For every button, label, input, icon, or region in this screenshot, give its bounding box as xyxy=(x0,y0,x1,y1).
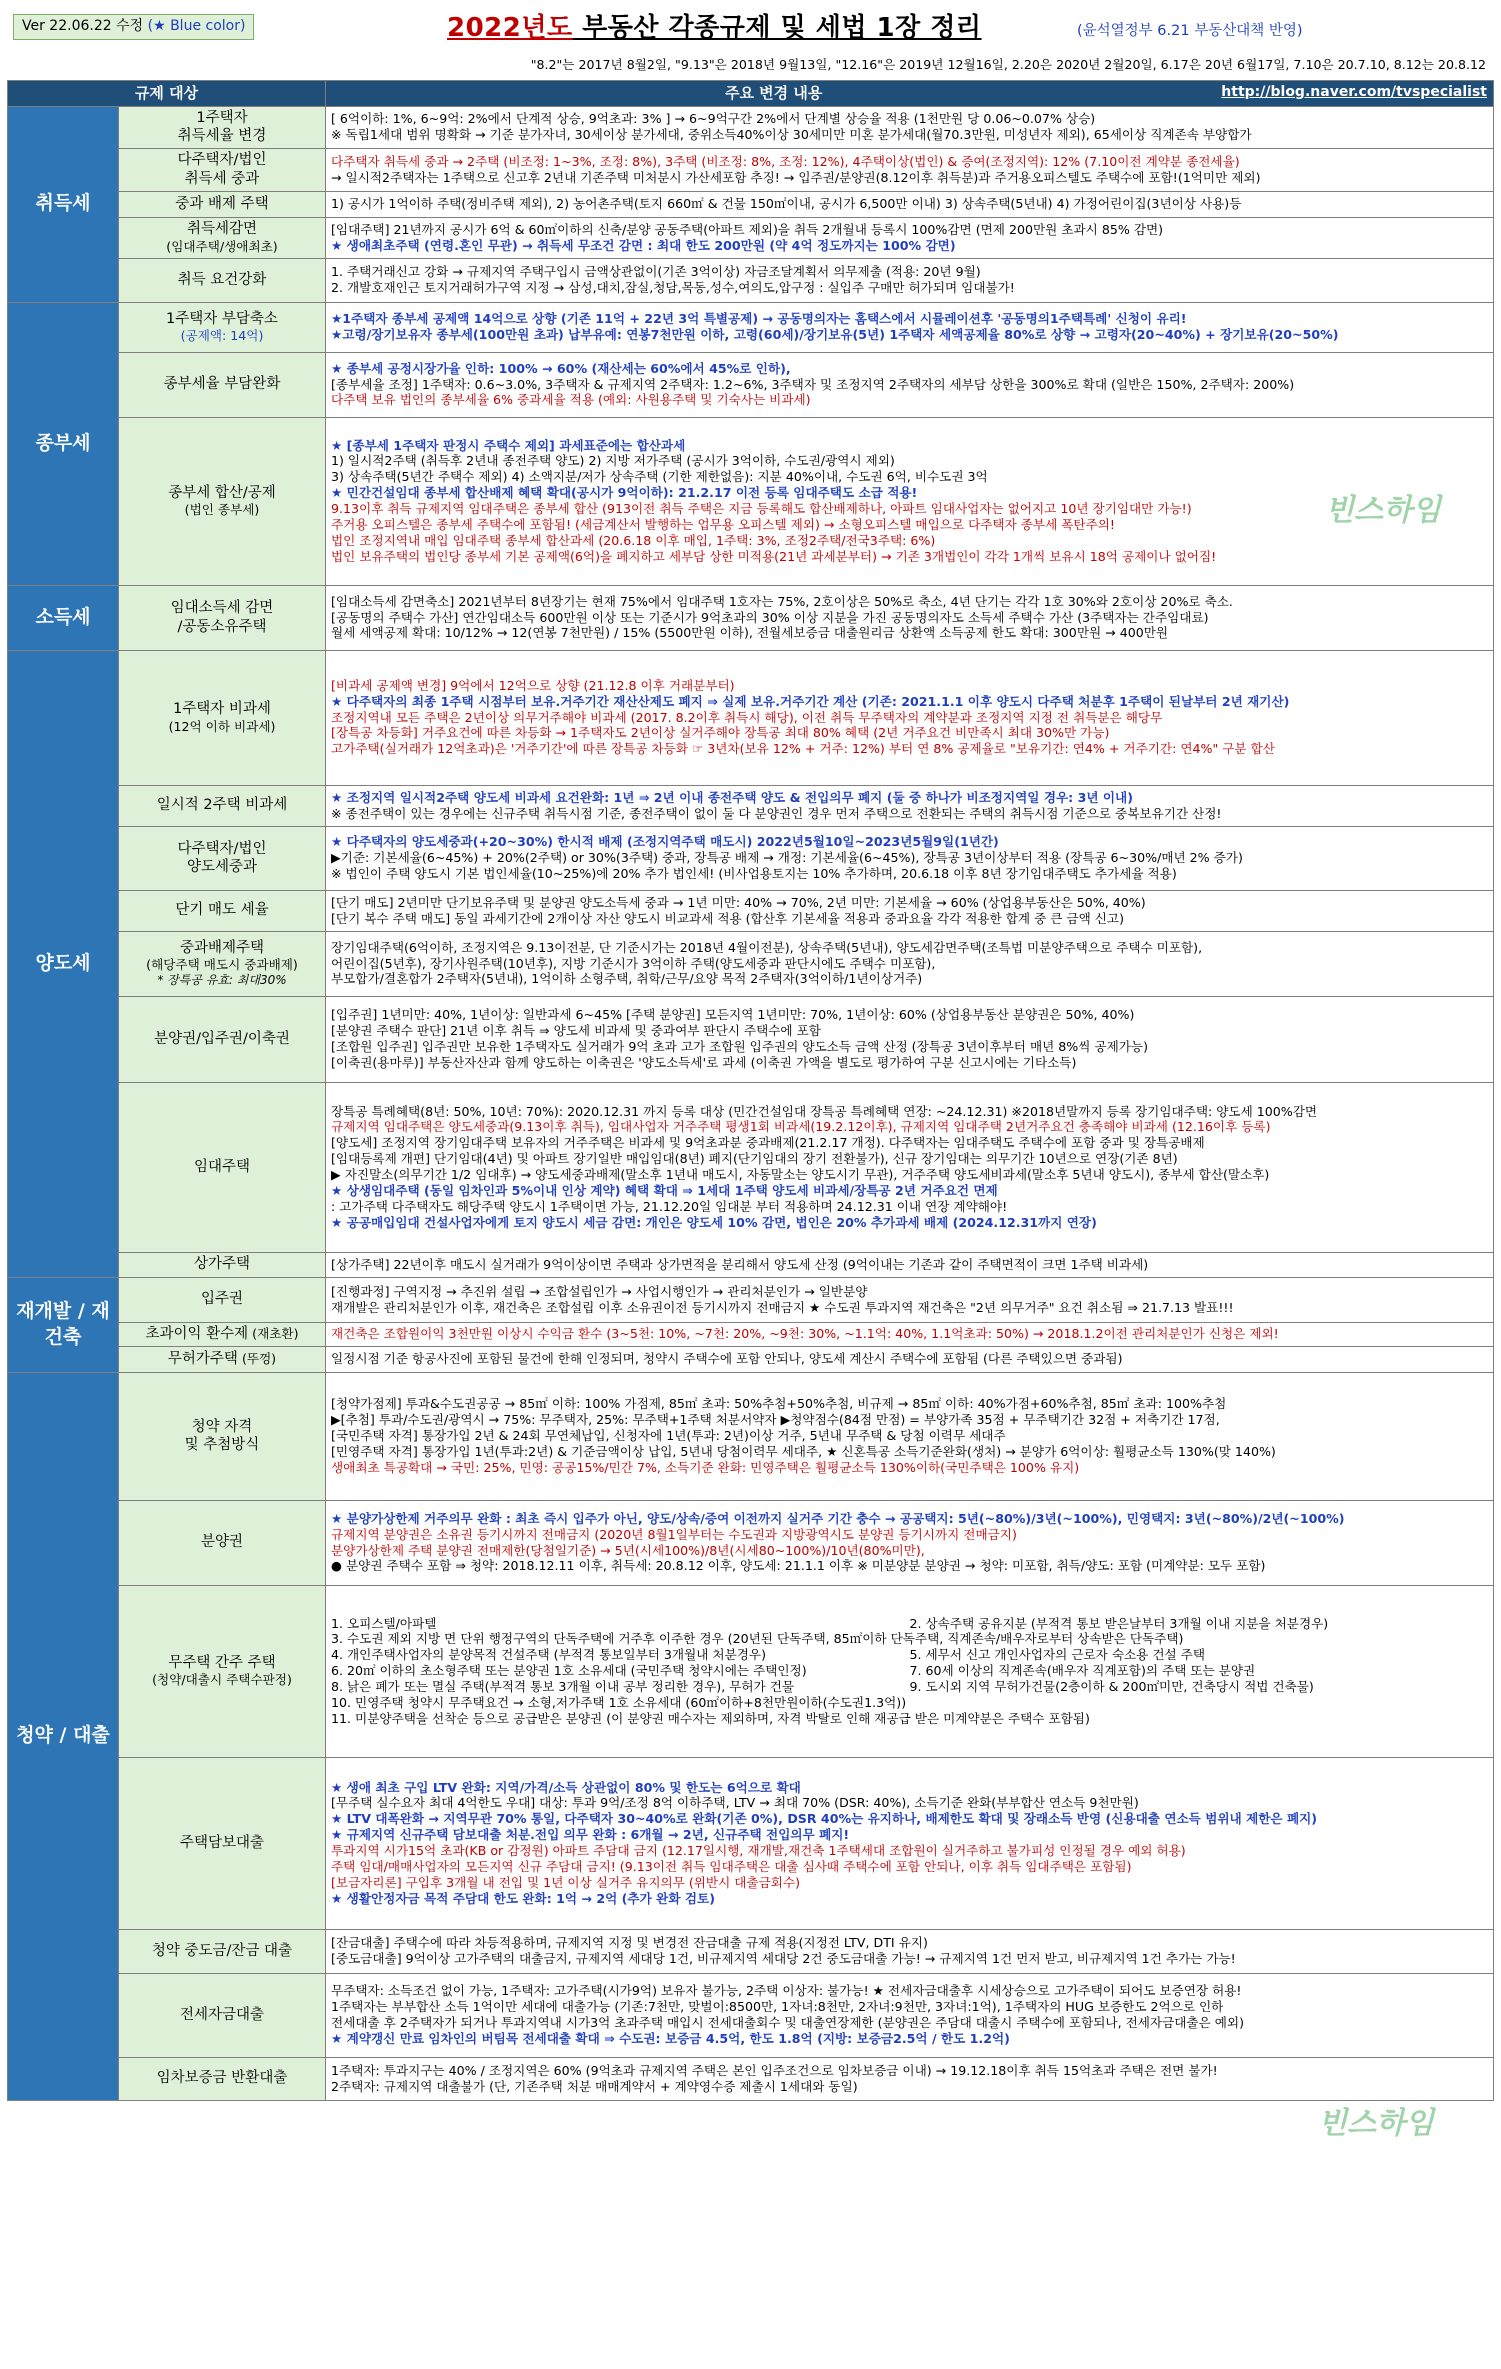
content-line: 분양가상한제 주택 분양권 전매제한(당첨일기준) → 5년(시세100%)/8년(시세80~100%)/10년(80%미만), xyxy=(331,1542,925,1558)
content-item: 11. 미분양주택을 선착순 등으로 공급받은 분양권 (이 분양권 매수자는 제외하며, 자격 박탈로 인해 재공급 받은 미계약분은 주택수 포함됨) xyxy=(331,1710,1090,1726)
content-line: ★ 분양가상한제 거주의무 완화 : 최초 즉시 입주가 아닌, 양도/상속/증여 이전까지 실거주 기간 충수 → 공공택지: 5년(~80%)/3년(~100%), 민영택지: 3년(~80%)/2년(~100%) xyxy=(331,1510,1345,1526)
content-cell xyxy=(326,1372,1494,1500)
subject-title-text: 무주택 간주 주택 xyxy=(168,1654,276,1671)
content-line: ★ 생애 최초 구입 LTV 완화: 지역/가격/소득 상관없이 80% 및 한도는 6억으로 확대 xyxy=(331,1779,801,1795)
content-line: 재건축은 조합원이익 3천만원 이상시 수익금 환수 (3~5천: 10%, ~7천: 20%, ~9천: 30%, ~1.1억: 40%, 1.1억초과: 50%) → 2018.1.2이전 관리처분인가 신청은 제외! xyxy=(331,1326,1279,1342)
table-body xyxy=(8,107,1494,2101)
subject-title xyxy=(122,1290,322,1308)
content-line: ★ 규제지역 신규주택 담보대출 처분.전입 의무 완화 : 6개월 → 2년, 신규주택 전입의무 폐지! xyxy=(331,1827,850,1843)
content-line: ▶[추첨] 투과/수도권/광역시 → 75%: 무주택자, 25%: 무주택+1주택 처분서약자 ▶청약점수(84점 만점) = 부양가족 35점 + 무주택기간 32점 + 저축기간 17점, xyxy=(331,1412,1220,1428)
header-content-label: 주요 변경 내용 xyxy=(724,84,823,103)
content-line: ★ 다주택자의 최종 1주택 시점부터 보유.거주기간 재산산제도 폐지 ⇒ 실제 보유.거주기간 계산 (기존: 2021.1.1 이후 양도시 다주택 처분후 1주택이 된날부터 2년 재기산) xyxy=(331,693,1290,709)
content-line: 1) 일시적2주택 (취득후 2년내 종전주택 양도) 2) 지방 저가주택 (공시가 3억이하, 수도권/광역시 제외) xyxy=(331,453,895,469)
content-line: 부모합가/결혼합가 2주택자(5년내), 1억이하 소형주택, 취학/근무/요양 목적 2주택자(3억이하/1년이상거주) xyxy=(331,971,923,987)
subject-title-text: 주택담보대출 xyxy=(179,1834,265,1851)
subject-cell xyxy=(119,1372,326,1500)
table-row xyxy=(8,1322,1494,1346)
content-line: 장기임대주택(6억이하, 조정지역은 9.13이전분, 단 기준시가는 2018년 4월이전분), 상속주택(5년내), 양도세감면주택(조특법 미분양주택으로 주택수 미포함), xyxy=(331,939,1203,955)
subject-title xyxy=(122,840,322,858)
content-line: 월세 세액공제 확대: 10/12% → 12(연봉 7천만원) / 15% (5500만원 이하), 전월세보증금 대출원리금 상환액 소득공제 한도 확대: 300만원 → 400만원 xyxy=(331,625,1169,641)
subject-title xyxy=(122,1030,322,1048)
subject-title xyxy=(122,1350,322,1368)
subject-title-text: 임대주택 xyxy=(193,1158,251,1175)
content-line: 1. 주택거래신고 강화 → 규제지역 주택구입시 금액상관없이(기존 3억이상) 자금조달계획서 의무제출 (적용: 20년 9월) xyxy=(331,264,981,280)
content-line: ★고령/장기보유자 종부세(100만원 초과) 납부유예: 연봉7천만원 이하, 고령(60세)/장기보유(5년) 1주택자 세액공제율 80%로 상향 → 고령자(20~40%) + 장기보유(20~50%) xyxy=(331,327,1339,343)
content-line: 무주택자: 소득조건 없이 가능, 1주택자: 고가주택(시가9억) 보유자 불가능, 2주택 이상자: 불가능! ★ 전세자금대출후 시세상승으로 고가주택이 되어도 보증연장 허용! xyxy=(331,1983,1242,1999)
subject-title xyxy=(122,2069,322,2087)
subject-cell xyxy=(119,1322,326,1346)
version-star-note: (★ Blue color) xyxy=(147,18,246,34)
content-line: 9.13이후 취득 규제지역 임대주택은 종부세 합산 (913이전 취득 주택은 지금 등록해도 합산배제하나, 아파트 임대사업자는 없어지고 10년 장기임대만 가능!) xyxy=(331,501,1192,517)
content-item: 4. 개인주택사업자의 분양목적 건설주택 (부적격 통보일부터 3개월내 처분경우) xyxy=(331,1647,767,1663)
content-line: 1) 공시가 1억이하 주택(정비주택 제외), 2) 농어촌주택(토지 660㎡ & 건물 150㎡이내, 공시가 6,500만 이내) 3) 상속주택(5년내) 4) 가정어린이집(3년이상 사용)등 xyxy=(331,196,1242,212)
content-cell xyxy=(326,650,1494,785)
content-cell xyxy=(326,1973,1494,2057)
subject-title xyxy=(122,310,322,328)
content-line: ※ 독립1세대 범위 명확화 → 기준 분가자녀, 30세이상 분가세대, 중위소득40%이상 30세미만 미혼 분가세대(월70.3만원, 미성년자 제외), 65세이상 직계존속 부양합가 xyxy=(331,127,1252,143)
content-line: ★ 상생임대주택 (동일 임차인과 5%이내 인상 계약) 혜택 확대 ⇒ 1세대 1주택 양도세 비과세/장특공 2년 거주요건 면제 xyxy=(331,1182,998,1198)
table-row xyxy=(8,1082,1494,1252)
subject-title xyxy=(122,220,322,238)
version-text: Ver 22.06.22 수정 xyxy=(22,18,144,34)
subject-title-text: 1주택자 xyxy=(196,110,248,126)
subject-title-text: 청약 자격 xyxy=(191,1418,253,1435)
content-line: [분양권 주택수 판단] 21년 이후 취득 ⇒ 양도세 비과세 및 중과여부 판단시 주택수에 포함 xyxy=(331,1023,821,1039)
subject-cell xyxy=(119,785,326,826)
content-line xyxy=(331,1631,1488,1647)
content-line: [이축권(용마루)] 부동산자산과 함께 양도하는 이축권은 '양도소득세'로 과세 (이축권 가액을 별도로 평가하여 구분 신고시에는 기타소득) xyxy=(331,1054,1077,1070)
content-cell xyxy=(326,258,1494,302)
content-item: 3. 수도권 제외 지방 면 단위 행정구역의 단독주택에 거주후 이주한 경우 (20년된 단독주택, 85㎡이하 단독주택, 직계존속/배우자로부터 상속받은 단독주택) xyxy=(331,1631,1184,1647)
subject-subtitle: (12억 이하 비과세) xyxy=(168,718,276,734)
content-cell xyxy=(326,996,1494,1082)
content-line: ★ 생활안정자금 목적 주담대 한도 완화: 1억 → 2억 (추가 완화 검토) xyxy=(331,1890,715,1906)
subject-title-text: 상가주택 xyxy=(193,1256,251,1273)
table-row xyxy=(8,585,1494,650)
content-cell xyxy=(326,302,1494,352)
subject-title xyxy=(122,375,322,393)
content-line: 다주택자 취득세 중과 → 2주택 (비조정: 1~3%, 조정: 8%), 3주택 (비조정: 8%, 조정: 12%), 4주택이상(법인) & 증여(조정지역): 12% (7.10이전 계약분 종전세율) xyxy=(331,153,1240,169)
content-cell xyxy=(326,352,1494,417)
content-line: : 고가주택 다주택자도 해당주택 양도시 1주택이면 가능, 21.12.20일 임대분 부터 적용하며 24.12.31 이내 연장 계약해야! xyxy=(331,1198,1008,1214)
page-title xyxy=(447,12,982,45)
content-cell xyxy=(326,1500,1494,1585)
content-cell xyxy=(326,1585,1494,1757)
subject-subtitle: 취득세율 변경 xyxy=(177,128,267,145)
table-row xyxy=(8,1757,1494,1929)
content-line: 다주택 보유 법인의 종부세율 6% 중과세율 적용 (예외: 사원용주택 및 기숙사는 비과세) xyxy=(331,392,811,408)
subject-title xyxy=(122,109,322,127)
subject-subtitle: /공동소유주택 xyxy=(177,618,267,635)
category-cell: 취득세 xyxy=(8,107,119,303)
subject-suffix: (재초환) xyxy=(248,1325,299,1341)
table-row xyxy=(8,302,1494,352)
content-line: [진행과정] 구역지정 → 추진위 설립 → 조합설립인가 → 사업시행인가 → 관리처분인가 → 일반분양 xyxy=(331,1283,868,1299)
subject-title-text: 입주권 xyxy=(200,1291,244,1308)
content-line xyxy=(331,1695,1488,1711)
subject-title-text: 종부세 합산/공제 xyxy=(168,484,276,501)
page-subtitle: (윤석열정부 6.21 부동산대책 반영) xyxy=(1077,23,1303,39)
content-line: ★ 다주택자의 양도세중과(+20~30%) 한시적 배제 (조정지역주택 매도시) 2022년5월10일~2023년5월9일(1년간) xyxy=(331,834,999,850)
content-line xyxy=(331,1679,1488,1695)
subject-title-text: 분양권 xyxy=(200,1534,244,1551)
content-line: [비과세 공제액 변경] 9억에서 12억으로 상향 (21.12.8 이후 거래분부터) xyxy=(331,677,735,693)
content-line: ▶기준: 기본세율(6~45%) + 20%(2주택) or 30%(3주택) 중과, 장특공 배제 → 개정: 기본세율(6~45%), 장특공 3년이상부터 적용 (장특공 6~30%/매년 2% 증가) xyxy=(331,850,1243,866)
table-row xyxy=(8,890,1494,931)
table-row xyxy=(8,650,1494,785)
dates-note: "8.2"는 2017년 8월2일, "9.13"은 2018년 9월13일, "12.16"은 2019년 12월16일, 2.20은 2020년 2월20일, 6.17은 20년 6월17일, 7.10은 20.7.10, 8.12는 20.8.12 xyxy=(530,57,1486,72)
content-line: [단기 매도] 2년미만 단기보유주택 및 분양권 양도소득세 중과 → 1년 미만: 40% → 70%, 2년 미만: 기본세율 → 60% (상업용부동산은 50%, 40%) xyxy=(331,894,1146,910)
subject-cell xyxy=(119,1500,326,1585)
content-line: 조정지역내 모든 주택은 2년이상 의무거주해야 비과세 (2017. 8.2이후 취득시 해당), 이전 취득 무주택자의 계약분과 조정지역 지정 전 취득분은 해당무 xyxy=(331,709,1163,725)
content-line: 1주택자: 투과지구는 40% / 조정지역은 60% (9억초과 규제지역 주택은 본인 입주조건으로 임차보증금 이내) → 19.12.18이후 취득 15억초과 주택은 전면 불가! xyxy=(331,2062,1218,2078)
header-content xyxy=(326,81,1494,107)
table-row xyxy=(8,1252,1494,1277)
title-tail: 1장 정리 xyxy=(876,13,982,43)
table-row xyxy=(8,191,1494,217)
content-line: 법인 보유주택의 법인당 종부세 기본 공제액(6억)을 폐지하고 세부담 상한 미적용(21년 과세분부터) → 기존 3개법인이 각각 1개씩 보유시 18억 공제이나 없어짐! xyxy=(331,548,1217,564)
content-line: ★1주택자 종부세 공제액 14억으로 상향 (기존 11억 + 22년 3억 특별공제) → 공동명의자는 홈택스에서 시뮬레이션후 '공동명의1주택특례' 신청이 유리! xyxy=(331,311,1187,327)
subject-cell xyxy=(119,996,326,1082)
content-cell xyxy=(326,785,1494,826)
subject-cell xyxy=(119,302,326,352)
subject-title-text: 단기 매도 세율 xyxy=(175,902,269,919)
content-cell xyxy=(326,585,1494,650)
content-line: ※ 법인이 주택 양도시 기본 법인세율(10~25%)에 20% 추가 법인세! (비사업용토지는 10% 추가하며, 20.6.18 이후 8년 장기임대주택도 추가세율 적용) xyxy=(331,865,1177,881)
content-cell xyxy=(326,217,1494,258)
subject-title-text: 취득 요건강화 xyxy=(177,271,267,288)
table-row xyxy=(8,996,1494,1082)
content-line: [국민주택 자격] 통장가입 2년 & 24회 무연체납입, 신청자에 1년(투과: 2년)이상 거주, 5년내 무주택 & 당첨 이력무 세대주 xyxy=(331,1428,1006,1444)
subject-cell xyxy=(119,1277,326,1322)
content-line: [공동명의 주택수 가산] 연간임대소득 600만원 이상 또는 기준시가 9억초과의 30% 이상 지분을 가진 공동명의자도 소득세 주택수 가산 (3주택자는 간주임대료) xyxy=(331,609,1209,625)
content-line: ★ 생애최초주택 (연령.혼인 무관) → 취득세 무조건 감면 : 최대 한도 200만원 (약 4억 정도까지는 100% 감면) xyxy=(331,237,956,253)
table-row xyxy=(8,1346,1494,1372)
subject-title xyxy=(122,901,322,919)
category-cell: 양도세 xyxy=(8,650,119,1277)
subject-title xyxy=(122,796,322,814)
content-cell xyxy=(326,1252,1494,1277)
subject-cell xyxy=(119,890,326,931)
watermark: 빈스하임 xyxy=(1318,2106,1434,2141)
content-cell xyxy=(326,1346,1494,1372)
subject-title xyxy=(122,1654,322,1672)
subject-title-text: 전세자금대출 xyxy=(179,2006,265,2023)
content-line: 주택 임대/매매사업자의 모든지역 신규 주담대 금지! (9.13이전 취득 임대주택은 대출 심사때 주택수에 포함 안되나, 이후 취득 임대주택은 포함됨) xyxy=(331,1858,1132,1874)
subject-cell xyxy=(119,650,326,785)
category-cell: 재개발 / 재건축 xyxy=(8,1277,119,1372)
table-row xyxy=(8,148,1494,191)
content-line: [장특공 차등화] 거주요건에 따른 차등화 → 1주택자도 2년이상 실거주해야 장특공 최대 80% 혜택 (2년 거주요건 비만족시 최대 30%만 가능) xyxy=(331,725,1110,741)
watermark: 빈스하임 xyxy=(1325,493,1441,528)
table-row xyxy=(8,931,1494,996)
title-year: 2022년도 xyxy=(447,13,573,43)
subject-title-text: 중과배제주택 xyxy=(179,939,265,956)
subject-title xyxy=(122,271,322,289)
title-main: 부동산 각종규제 및 세법 xyxy=(572,13,877,43)
content-line: [임대등록제 개편] 단기임대(4년) 및 아파트 장기일반 매입임대(8년) 폐지(단기임대의 장기 전환불가), 신규 장기임대는 의무기간 10년으로 연장(기존 8년) xyxy=(331,1151,1178,1167)
subject-title xyxy=(122,700,322,718)
content-line: [단기 복수 주택 매도] 동일 과세기간에 2개이상 자산 양도시 비교과세 적용 (합산후 기본세율 적용과 중과요율 각각 적용한 합계 중 큰 금액 신고) xyxy=(331,910,1125,926)
subject-title-text: 1주택자 비과세 xyxy=(173,701,271,718)
subject-cell xyxy=(119,931,326,996)
content-line: 1주택자는 부부합산 소득 1억이만 세대에 대출가능 (기존:7천만, 맞벌이:8500만, 1자녀:8천만, 2자녀:9천만, 3자녀:1억), 1주택자의 HUG 보증한도 2억으로 인하 xyxy=(331,1999,1224,2015)
table-row xyxy=(8,1500,1494,1585)
version-badge xyxy=(13,14,254,40)
content-line: 2주택자: 규제지역 대출불가 (단, 기존주택 처분 매매계약서 + 계약영수증 제출시 1세대와 동일) xyxy=(331,2078,858,2094)
content-line: [잔금대출] 주택수에 따라 차등적용하며, 규제지역 지정 및 변경전 잔금대출 규제 적용(지정전 LTV, DTI 유지) xyxy=(331,1935,928,1951)
content-line: [상가주택] 22년이후 매도시 실거래가 9억이상이면 주택과 상가면적을 분리해서 양도세 산정 (9억이내는 기존과 같이 주택면적이 크면 1주택 비과세) xyxy=(331,1256,1149,1272)
content-line: ★ [종부세 1주택자 판정시 주택수 제외] 과세표준에는 합산과세 xyxy=(331,437,686,453)
subject-title-text: 1주택자 부담축소 xyxy=(166,310,278,327)
subject-cell xyxy=(119,1346,326,1372)
content-line: 일정시점 기준 항공사진에 포함된 물건에 한해 인정되며, 청약시 주택수에 포함 안되나, 양도세 계산시 주택수에 포함됨 (다른 주택있으면 중과됨) xyxy=(331,1351,1123,1367)
subject-title xyxy=(122,1418,322,1436)
content-cell xyxy=(326,931,1494,996)
subject-title xyxy=(122,1158,322,1176)
content-line: [민영주택 자격] 통장가입 1년(투과:2년) & 기준금액이상 납입, 5년내 당첨이력무 세대주, ★ 신혼특공 소득기준완화(생처) → 분양가 6억이상: 훨평균소득 130%(맞 140%) xyxy=(331,1443,1276,1459)
content-line: 법인 조정지역내 매입 임대주택 종부세 합산과세 (20.6.18 이후 매입, 1주택: 3%, 조정2주택/전국3주택: 6%) xyxy=(331,532,936,548)
content-line: 재개발은 관리처분인가 이후, 재건축은 조합설립 이후 소유권이전 등기시까지 전매금지 ★ 수도권 투과지역 재건축은 "2년 의무거주" 요건 취소됨 ⇒ 21.7.13 발표!!! xyxy=(331,1299,1234,1315)
table-row xyxy=(8,352,1494,417)
content-line: [입주권] 1년미만: 40%, 1년이상: 일반과세 6~45% [주택 분양권] 모든지역 1년미만: 70%, 1년이상: 60% (상업용부동산 분양권은 50%, 40%) xyxy=(331,1007,1135,1023)
subject-cell xyxy=(119,352,326,417)
subject-cell xyxy=(119,585,326,650)
content-line: ★ 민간건설임대 종부세 합산배제 혜택 확대(공시가 9억이하): 21.2.17 이전 등록 임대주택도 소급 적용! xyxy=(331,485,918,501)
content-line: [임대소득세 감면축소] 2021년부터 8년장기는 현재 75%에서 임대주택 1호자는 75%, 2호이상은 50%로 축소, 4년 단기는 각각 1호 30%와 2호이상 20%로 축소. xyxy=(331,593,1233,609)
subject-subtitle: 및 추첨방식 xyxy=(184,1437,260,1454)
subject-title xyxy=(122,1325,322,1343)
content-cell xyxy=(326,148,1494,191)
subject-title xyxy=(122,151,322,169)
table-row xyxy=(8,1973,1494,2057)
content-line: [중도금대출] 9억이상 고가주택의 대출금지, 규제지역 세대당 1건, 비규제지역 세대당 2건 중도금대출 가능! → 규제지역 1건 먼저 받고, 비규제지역 1건 추가는 가능! xyxy=(331,1951,1236,1967)
table-row xyxy=(8,258,1494,302)
content-line: 고가주택(실거래가 12억초과)은 '거주기간'에 따른 장특공 차등화 ☞ 3년차(보유 12% + 거주: 12%) 부터 연 8% 공제율로 "보유기간: 연4% + 거주기간: 연4%" 구분 합산 xyxy=(331,741,1275,757)
content-line: ※ 종전주택이 있는 경우에는 신규주택 취득시점 기준, 종전주택이 없이 둘 다 분양권인 경우 먼저 주택으로 전환되는 주택의 취득시점 기준으로 중복보유기간 산정! xyxy=(331,805,1222,821)
subject-subtitle: (법인 종부세) xyxy=(184,502,260,518)
subject-title xyxy=(122,1255,322,1273)
content-cell xyxy=(326,2057,1494,2100)
subject-subtitle: 취득세 중과 xyxy=(184,170,260,187)
subject-title-text: 취득세감면 xyxy=(186,221,258,238)
content-line: 규제지역 분양권은 소유권 등기시까지 전매금지 (2020년 8월1일부터는 수도권과 지방광역시도 분양권 등기시까지 전매금지) xyxy=(331,1526,1017,1542)
content-cell xyxy=(326,1757,1494,1929)
table-row xyxy=(8,217,1494,258)
subject-title xyxy=(122,1533,322,1551)
subject-title-text: 분양권/입주권/이축권 xyxy=(154,1030,290,1047)
blog-link[interactable]: http://blog.naver.com/tvspecialist xyxy=(1221,84,1487,101)
subject-title-text: 중과 배제 주택 xyxy=(175,195,269,212)
subject-cell xyxy=(119,2057,326,2100)
content-line: [조합원 입주권] 입주권만 보유한 1주택자도 실거래가 9억 초과 고가 조합원 입주권의 양도소득 금액 산정 (장특공 3년이후부터 매년 8%씩 공제가능) xyxy=(331,1039,1148,1055)
subject-title-text: 종부세율 부담완화 xyxy=(163,376,281,393)
subject-cell xyxy=(119,191,326,217)
subject-cell xyxy=(119,217,326,258)
subject-title-text: 무허가주택 xyxy=(167,1350,238,1367)
content-line: [ 6억이하: 1%, 6~9억: 2%에서 단계적 상승, 9억초과: 3% ] → 6~9억구간 2%에서 단계별 상승율 적용 (1천만원 당 0.06~0.07% 상승) xyxy=(331,111,1096,127)
subject-subtitle: 양도세중과 xyxy=(186,859,258,876)
content-line xyxy=(331,1711,1488,1727)
header xyxy=(7,6,1494,80)
subject-cell xyxy=(119,1757,326,1929)
subject-title-text: 임대소득세 감면 xyxy=(170,600,274,617)
category-cell: 종부세 xyxy=(8,302,119,585)
content-line: [양도세] 조정지역 장기임대주택 보유자의 거주주택은 비과세 및 9억초과분 중과배제(21.2.17 개정). 다주택자는 임대주택도 주택수에 포함 중과 및 장특공배제 xyxy=(331,1135,1205,1151)
category-cell: 소득세 xyxy=(8,585,119,650)
content-line xyxy=(331,1616,1488,1632)
content-line: 3) 상속주택(5년간 주택수 제외) 4) 소액지분/저가 상속주택 (기한 제한없음): 지분 40%이내, 수도권 6억, 비수도권 3억 xyxy=(331,469,988,485)
subject-title xyxy=(122,2006,322,2024)
content-line: 생애최초 특공확대 → 국민: 25%, 민영: 공공15%/민간 7%, 소득기준 완화: 민영주택은 훨평균소득 130%이하(국민주택은 100% 유지) xyxy=(331,1459,1080,1475)
subject-title xyxy=(122,195,322,213)
content-item: 9. 도시외 지역 무허가건물(2층이하 & 200㎡미만, 건축당시 적법 건축물) xyxy=(909,1678,1314,1694)
subject-title-text: 임차보증금 반환대출 xyxy=(156,2070,288,2087)
content-line: 장특공 특례혜택(8년: 50%, 10년: 70%): 2020.12.31 까지 등록 대상 (민간건설임대 장특공 특례혜택 연장: ~24.12.31) ※2018년말까지 등록 장기임대주택: 양도세 100%감면 xyxy=(331,1103,1318,1119)
content-cell xyxy=(326,417,1494,585)
subject-cell xyxy=(119,417,326,585)
subject-cell xyxy=(119,826,326,890)
content-line: 규제지역 임대주택은 양도세중과(9.13이후 취득), 임대사업자 거주주택 평생1회 비과세(19.2.12이후), 규제지역 임대주택 2년거주요건 충족해야 비과세 (12.16이후 등록) xyxy=(331,1119,1271,1135)
content-cell xyxy=(326,1322,1494,1346)
subject-title xyxy=(122,599,322,617)
content-item: 2. 상속주택 공유지분 (부적격 통보 받은날부터 3개월 이내 지분을 처분경우) xyxy=(909,1615,1329,1631)
content-item: 1. 오피스텔/아파텔 xyxy=(331,1615,437,1631)
content-line: ★ 공공매입임대 건설사업자에게 토지 양도시 세금 감면: 개인은 양도세 10% 감면, 법인은 20% 추가과세 배제 (2024.12.31까지 연장) xyxy=(331,1214,1097,1230)
subject-title-text: 초과이익 환수제 xyxy=(145,1325,249,1342)
content-line xyxy=(331,1647,1488,1663)
content-item: 7. 60세 이상의 직계존속(배우자 직계포함)의 주택 또는 분양권 xyxy=(909,1663,1256,1679)
subject-subtitle: (해당주택 매도시 중과배제) xyxy=(146,957,298,973)
subject-cell xyxy=(119,148,326,191)
subject-cell xyxy=(119,1585,326,1757)
subject-title xyxy=(122,1942,322,1960)
table-row xyxy=(8,1929,1494,1973)
table-row xyxy=(8,417,1494,585)
subject-cell xyxy=(119,107,326,149)
table-row xyxy=(8,826,1494,890)
table-row xyxy=(8,107,1494,149)
subject-subtitle: (청약/대출시 주택수판정) xyxy=(152,1672,292,1688)
content-cell xyxy=(326,1929,1494,1973)
content-cell xyxy=(326,1277,1494,1322)
subject-title-text: 일시적 2주택 비과세 xyxy=(156,797,288,814)
content-line: [보금자리론] 구입후 3개월 내 전입 및 1년 이상 실거주 유지의무 (위반시 대출금회수) xyxy=(331,1874,801,1890)
subject-suffix: (뚜껑) xyxy=(237,1350,277,1366)
subject-subtitle: (공제액: 14억) xyxy=(180,328,264,344)
content-line xyxy=(331,1663,1488,1679)
content-line: ★ LTV 대폭완화 → 지역무관 70% 통일, 다주택자 30~40%로 완화(기존 0%), DSR 40%는 유지하나, 배제한도 확대 및 장래소득 반영 (신용대출 연소득 범위내 제한은 폐지) xyxy=(331,1811,1318,1827)
table-row xyxy=(8,1585,1494,1757)
subject-cell xyxy=(119,1929,326,1973)
content-line: 전세대출 후 2주택자가 되거나 투과지역내 시가3억 초과주택 매입시 전세대출회수 및 대출연장제한 (분양권은 주담대 대출시 주택수에 포함되나, 전세자금대출은 예외) xyxy=(331,2015,1245,2031)
content-line: ★ 계약갱신 만료 임차인의 버팀목 전세대출 확대 ⇒ 수도권: 보증금 4.5억, 한도 1.8억 (지방: 보증금2.5억 / 한도 1.2억) xyxy=(331,2030,1010,2046)
content-line: [무주택 실수요자 최대 4억한도 우대] 대상: 투과 9억/조정 8억 이하주택, LTV → 최대 70% (DSR: 40%), 소득기준 완화(부부합산 연소득 9천만원) xyxy=(331,1795,1139,1811)
content-line: → 일시적2주택자는 1주택으로 신고후 2년내 기존주택 미처분시 가산세포함 추징! → 입주권/분양권(8.12이후 취득분)과 주거용오피스텔도 주택수에 포함!(1억미만 제외) xyxy=(331,169,1261,185)
content-cell xyxy=(326,191,1494,217)
category-cell: 청약 / 대출 xyxy=(8,1372,119,2100)
content-line: [종부세율 조정] 1주택자: 0.6~3.0%, 3주택자 & 규제지역 2주택자: 1.2~6%, 3주택자 및 조정지역 2주택자의 세부담 상한을 300%로 확대 (일반은 150%, 2주택자: 200%) xyxy=(331,376,1295,392)
content-line: ● 분양권 주택수 포함 ⇒ 청약: 2018.12.11 이후, 취득세: 20.8.12 이후, 양도세: 21.1.1 이후 ※ 미분양분 분양권 → 청약: 미포함, 취득/양도: 포함 (미계약분: 모두 포함) xyxy=(331,1558,1266,1574)
subject-title-text: 다주택자/법인 xyxy=(177,840,267,857)
content-cell xyxy=(326,107,1494,149)
content-line: [임대주택] 21년까지 공시가 6억 & 60㎡이하의 신축/분양 공동주택(아파트 제외)을 취득 2개월내 등록시 100%감면 (면제 200만원 초과시 85% 감면) xyxy=(331,221,1164,237)
content-item: 10. 민영주택 청약시 무주택요건 → 소형,저가주택 1호 소유세대 (60㎡이하+8천만원이하(수도권1.3억)) xyxy=(331,1694,907,1710)
subject-title-text: 청약 중도금/잔금 대출 xyxy=(151,1942,293,1959)
subject-title-text: 다주택자/법인 xyxy=(177,152,267,169)
subject-cell xyxy=(119,1973,326,2057)
table-row xyxy=(8,1277,1494,1322)
content-line: 투과지역 시가15억 초과(KB or 감정원) 아파트 주담대 금지 (12.17일시행, 재개발,재건축 1주택세대 조합원이 실거주하고 불가피성 인정될 경우 예외 허용) xyxy=(331,1843,1186,1859)
table-row xyxy=(8,785,1494,826)
subject-subtitle: (임대주택/생애최초) xyxy=(166,238,278,254)
content-item: 5. 세무서 신고 개인사업자의 근로자 숙소용 건설 주택 xyxy=(909,1647,1206,1663)
subject-title xyxy=(122,939,322,957)
subject-cell xyxy=(119,1252,326,1277)
content-line: 주거용 오피스텔은 종부세 주택수에 포함됨! (세금계산서 발행하는 업무용 오피스텔 제외) → 소형오피스텔 매입으로 다주택자 종부세 폭탄주의! xyxy=(331,516,1115,532)
content-item: 8. 낡은 폐가 또는 멸실 주택(부적격 통보 3개월 이내 공부 정리한 경우), 무허가 건물 xyxy=(331,1678,795,1694)
table-row xyxy=(8,1372,1494,1500)
content-item: 6. 20㎡ 이하의 초소형주택 또는 분양권 1호 소유세대 (국민주택 청약시에는 주택인정) xyxy=(331,1663,807,1679)
subject-title xyxy=(122,484,322,502)
content-line: [청약가점제] 투과&수도권공공 → 85㎡ 이하: 100% 가점제, 85㎡ 초과: 50%추첨+50%추첨, 비규제 → 85㎡ 이하: 40%가점+60%추첨, 85㎡ 초과: 100%추첨 xyxy=(331,1396,1227,1412)
content-line: 어린이집(5년후), 장기사원주택(10년후), 지방 기준시가 3억이하 주택(양도세중과 판단시에도 주택수 미포함), xyxy=(331,955,936,971)
subject-note: * 장특공 유효: 최대30% xyxy=(157,973,287,988)
table-header-row xyxy=(8,81,1494,107)
subject-cell xyxy=(119,1082,326,1252)
subject-title xyxy=(122,1834,322,1852)
regulation-table xyxy=(7,80,1494,2101)
table-row xyxy=(8,2057,1494,2100)
header-subject: 규제 대상 xyxy=(8,81,326,107)
content-line: ★ 조정지역 일시적2주택 양도세 비과세 요건완화: 1년 ⇒ 2년 이내 종전주택 양도 & 전입의무 폐지 (둘 중 하나가 비조정지역일 경우: 3년 이내) xyxy=(331,789,1133,805)
content-cell xyxy=(326,1082,1494,1252)
content-cell xyxy=(326,890,1494,931)
content-line: 2. 개발호재인근 토지거래허가구역 지정 → 삼성,대치,잠실,청담,목동,성수,여의도,압구정 : 실입주 구매만 허가되며 임대불가! xyxy=(331,280,1015,296)
content-line: ▶ 자진말소(의무기간 1/2 임대후) → 양도세중과배제(말소후 1년내 매도시, 자동말소는 양도시기 무관), 거주주택 양도세비과세(말소후 5년내 양도시), 종부세 합산(말소후) xyxy=(331,1167,1270,1183)
subject-cell xyxy=(119,258,326,302)
content-line: ★ 종부세 공정시장가율 인하: 100% → 60% (재산세는 60%에서 45%로 인하), xyxy=(331,360,791,376)
content-cell xyxy=(326,826,1494,890)
